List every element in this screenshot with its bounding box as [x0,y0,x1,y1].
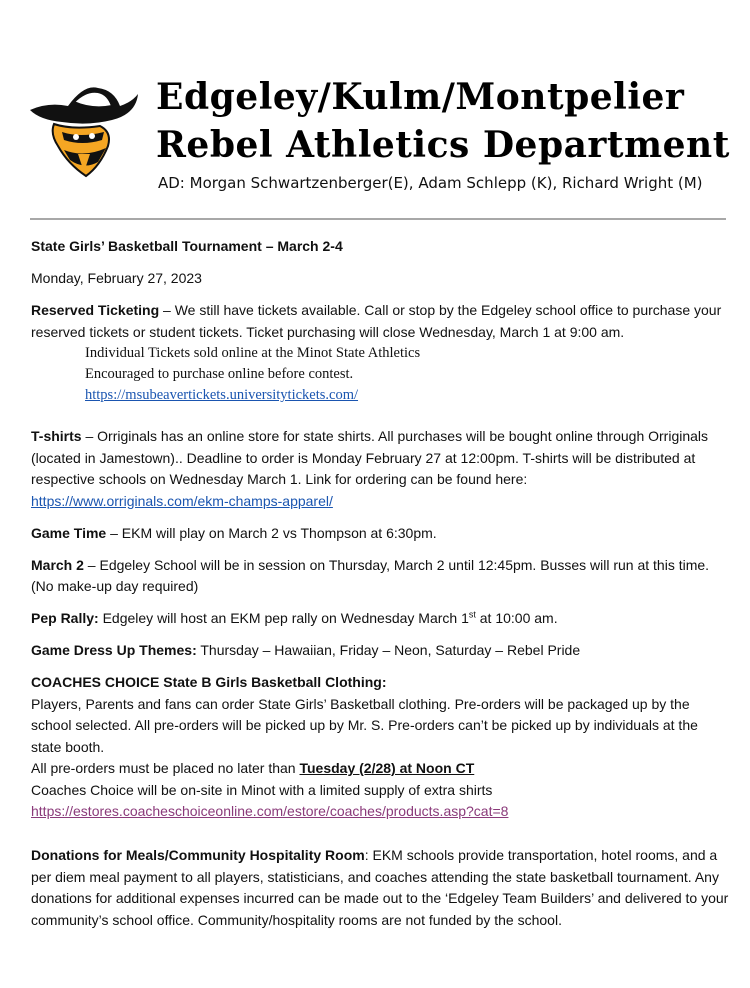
tickets-online-info [85,343,731,406]
rebel-mascot-logo-icon [28,80,140,180]
dress-up-text: Thursday – Hawaiian, Friday – Neon, Saturday – Rebel Pride [196,642,581,658]
tickets-text: – We still have tickets available. Call or stop by the Edgeley school office to purchase your reserved tickets or student tickets. Ticket purchasing will close Wednesday, March 1 at 9:00 am. [31,302,722,340]
pep-rally-sup: st [468,609,476,620]
coaches-onsite-text: Coaches Choice will be on-site in Minot with a limited supply of extra shirts [31,781,493,798]
march2-label: March 2 [31,556,84,573]
game-time-text: – EKM will play on March 2 vs Thompson at 6:30pm. [106,524,437,541]
coaches-deadline-text: All pre-orders must be placed no later than [31,760,300,776]
tickets-link[interactable]: https://msubeavertickets.universitytickets.com/ [85,387,359,403]
pep-rally-label: Pep Rally: [31,610,99,626]
tickets-label: Reserved Ticketing [31,302,160,318]
donations-label: Donations for Meals/Community Hospitality Room [31,847,365,863]
coaches-choice-section [31,672,731,823]
pep-rally-text: Edgeley will host an EKM pep rally on Wednesday March 1 [98,610,469,626]
tshirts-link[interactable]: https://www.orriginals.com/ekm-champs-apparel/ [31,492,333,509]
coaches-choice-link[interactable]: https://estores.coacheschoiceonline.com/estore/coaches/products.asp?cat=8 [31,803,509,819]
tshirts-label: T-shirts [31,428,82,444]
tickets-online-line-1: Individual Tickets sold online at the Minot State Athletics [85,345,421,361]
tickets-section [31,300,731,343]
coaches-choice-label: COACHES CHOICE State B Girls Basketball Clothing: [31,674,387,690]
pep-rally-section [31,608,731,630]
tournament-heading: State Girls’ Basketball Tournament – March 2-4 [31,238,343,254]
donations-section [31,845,731,931]
coaches-choice-text: Players, Parents and fans can order State Girls’ Basketball clothing. Pre-orders will be packaged up by the school selected. All pre-orders will be picked up by Mr. S. Pre-orders can’t be picked up by individuals at the state booth. [31,695,698,755]
athletic-directors-line: AD: Morgan Schwartzenberger(E), Adam Schlepp (K), Richard Wright (M) [158,174,703,192]
game-time-section [31,523,731,545]
document-body [31,236,731,942]
game-time-label: Game Time [31,524,107,541]
tickets-online-line-2: Encouraged to purchase online before contest. [85,366,354,382]
dress-up-section [31,640,731,662]
pep-rally-time: at 10:00 am. [475,610,558,626]
tshirts-section [31,426,731,512]
march2-section [31,555,731,598]
tshirts-text: – Orriginals has an online store for state shirts. All purchases will be bought online through Orriginals (located in Jamestown).. Deadline to order is Monday February 27 at 12:00pm. T-shirts will be distributed at respective schools on Wednesday March 1. Link for ordering can be found here: [31,428,709,487]
dress-up-label: Game Dress Up Themes: [31,642,197,658]
header-divider [30,218,726,220]
document-date: Monday, February 27, 2023 [31,270,202,286]
department-title-line-1: Edgeley/Kulm/Montpelier [156,76,685,118]
coaches-deadline-date: Tuesday (2/28) at Noon CT [299,760,475,776]
department-title-line-2: Rebel Athletics Department [156,124,730,166]
donations-text: : EKM schools provide transportation, hotel rooms, and a per diem meal payment to all players, statisticians, and coaches attending the state basketball tournament. Any donations for additional expenses incurred can be made out to the ‘Edgeley Team Builders’ and delivered to your community’s school office. Community/hospitality rooms are not funded by the school. [31,847,729,928]
march2-text: – Edgeley School will be in session on Thursday, March 2 until 12:45pm. Busses will run at this time. (No make-up day required) [31,556,710,594]
letterhead [0,0,750,230]
